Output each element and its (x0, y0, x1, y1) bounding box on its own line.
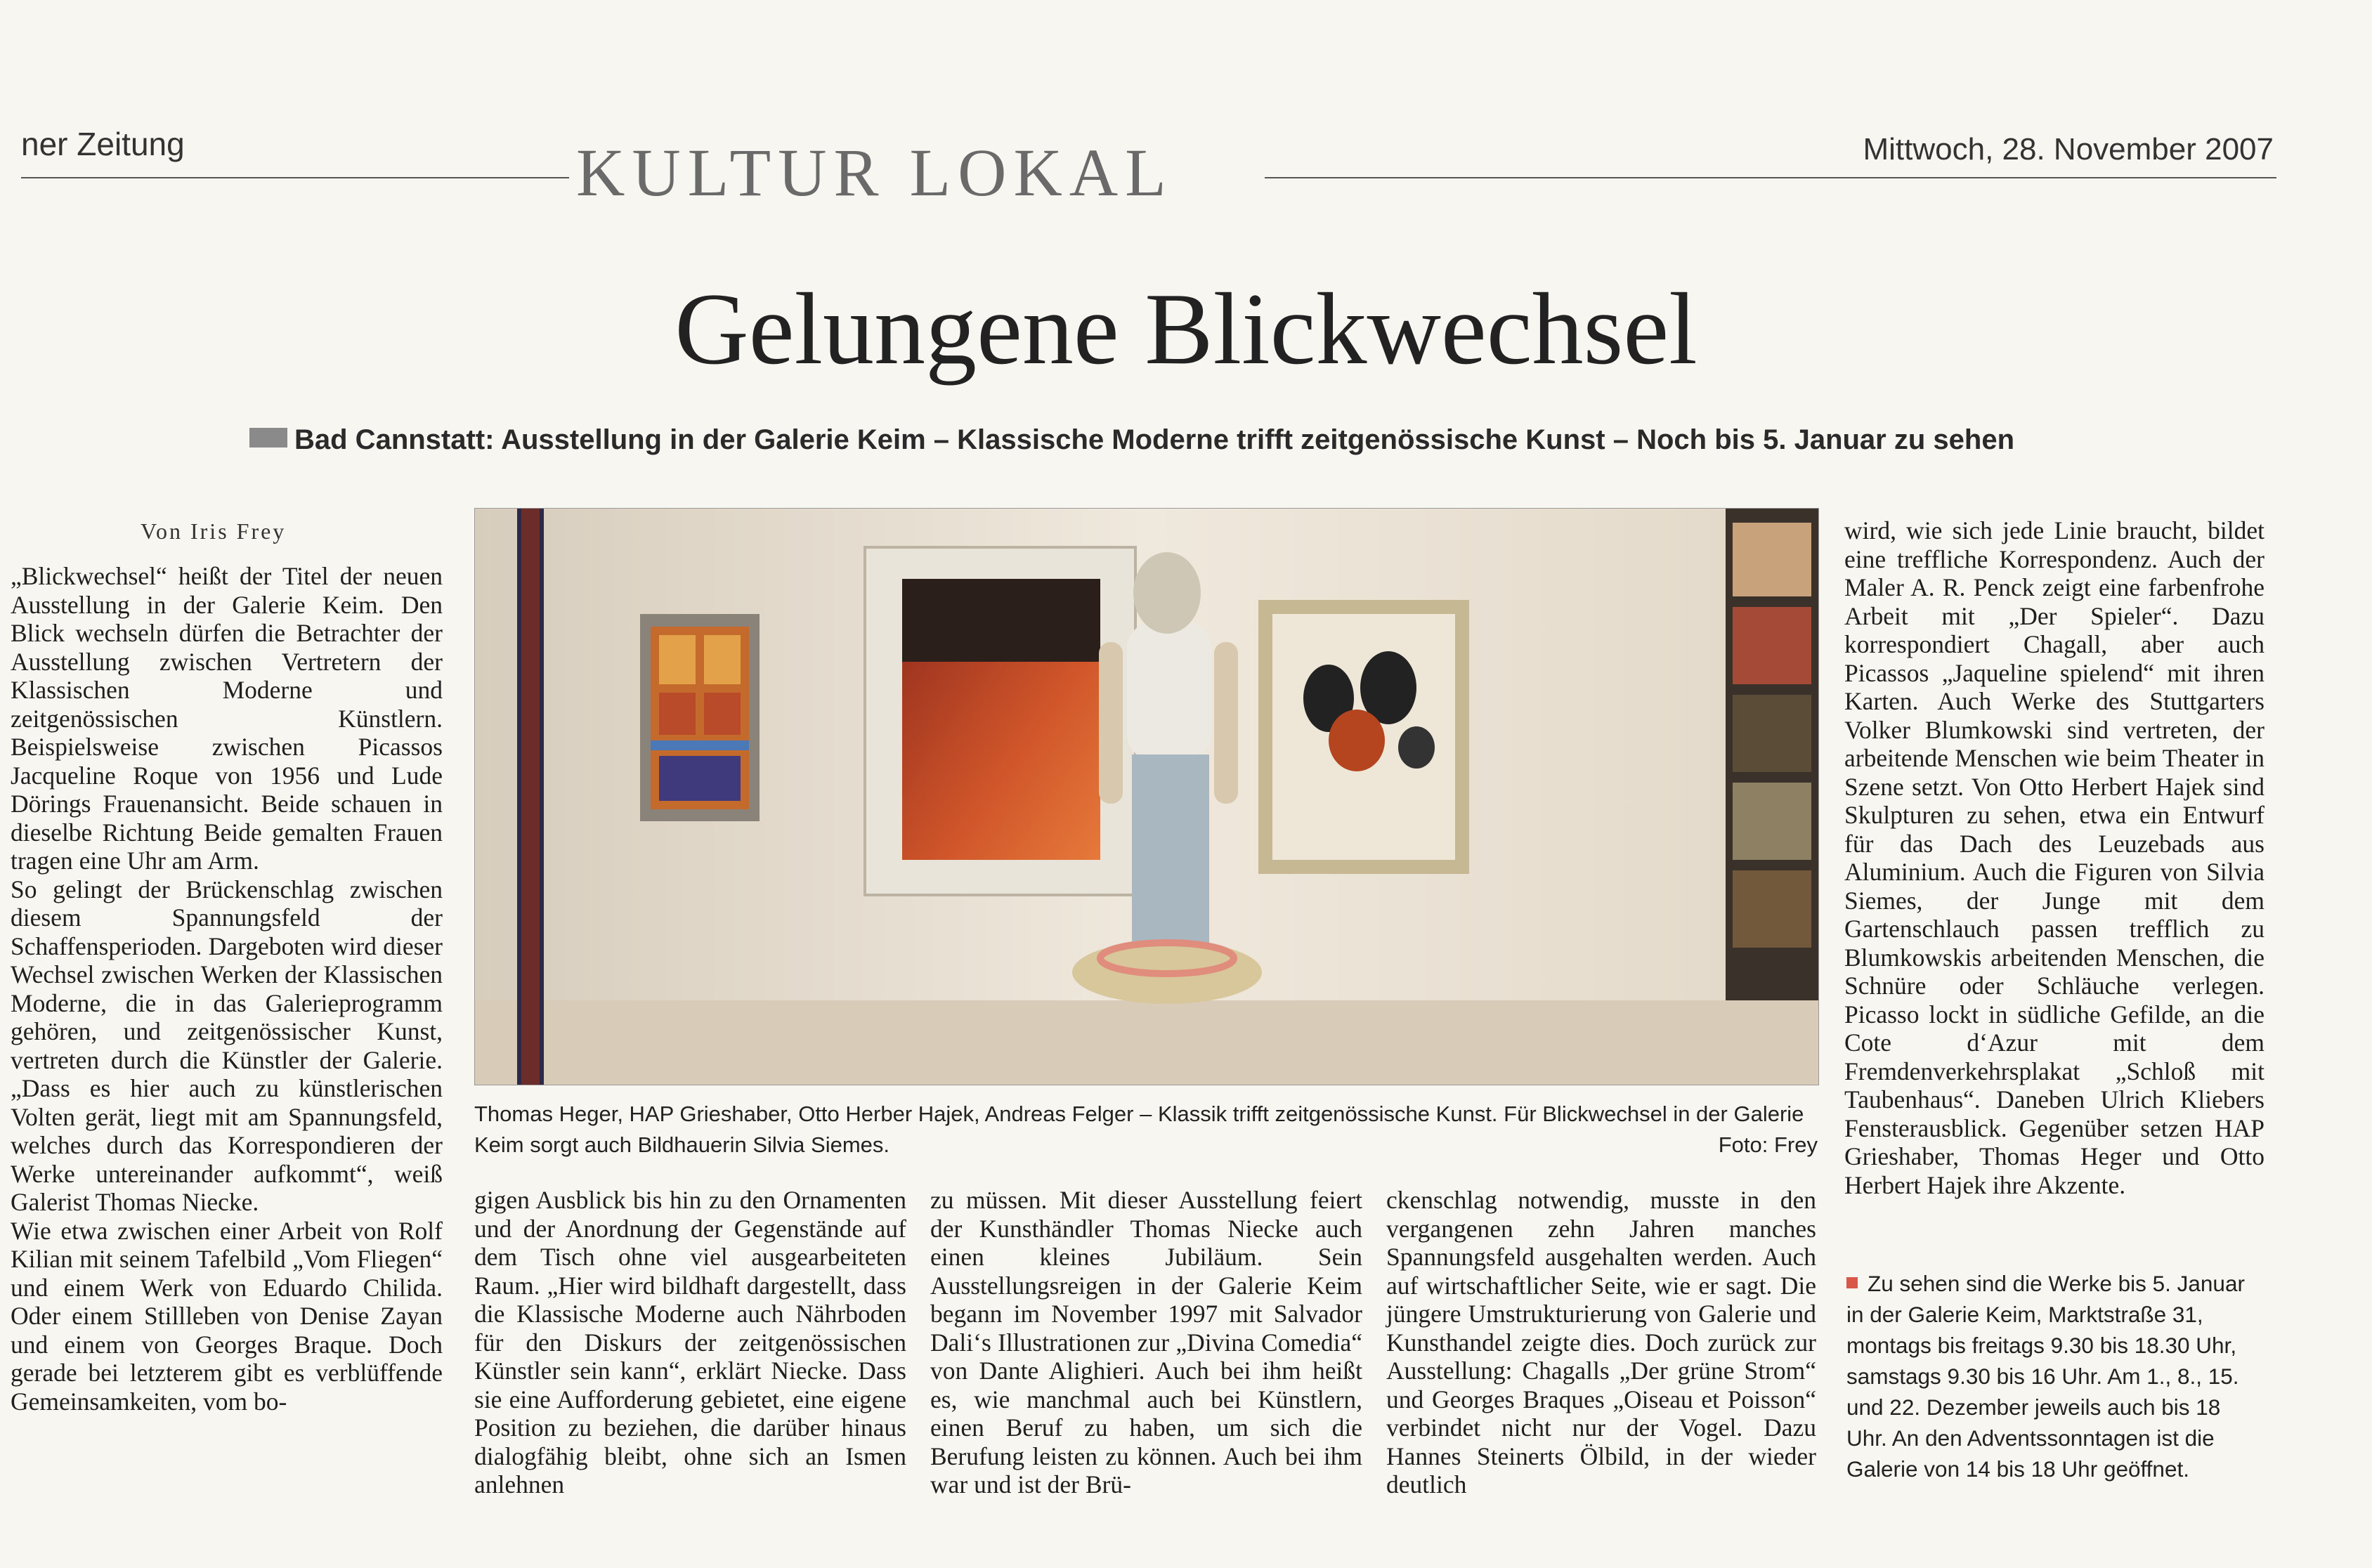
header-rule-left (21, 177, 569, 178)
paragraph: wird, wie sich jede Linie braucht, bildet eine treffliche Korrespondenz. Auch der Maler A. R. Penck zeigt eine farbenfrohe Arbeit mit „Der Spieler“. Dazu korrespondiert Chagall, aber auch Picassos „Jaqueline spielend“ mit ihren Karten. Auch Werke des Stuttgarters Volker Blumkowski sind vertreten, der arbeitende Menschen wie beim Theater in Szene setzt. Von Otto Herbert Hajek sind Skulpturen zu sehen, etwa ein Entwurf für das Dach des Leuzebads aus Aluminium. Auch die Figuren von Silvia Siemes, der Junge mit dem Gartenschlauch passen trefflich zu Blumkowskis arbeitenden Menschen, die Schnüre oder Schläuche verlegen. Picasso lockt in südliche Gefilde, an die Cote d‘Azur mit dem Fremdenverkehrsplakat „Schloß mit Taubenhaus“. Daneben Ulrich Kliebers Fensterausblick. Gegenüber setzen HAP Grieshaber, Thomas Heger und Otto Herbert Hajek ihre Akzente. (1844, 516, 2265, 1199)
subheadline-marker (249, 428, 287, 447)
issue-date: Mittwoch, 28. November 2007 (1863, 132, 2274, 166)
photo-caption (474, 1099, 1818, 1161)
paragraph: „Blickwechsel“ heißt der Titel der neuen Ausstellung in der Galerie Keim. Den Blick wechseln dürfen die Betrachter der Ausstellung zwischen Vertretern der Klassischen Moderne und zeitgenössischen Künstlern. Beispielsweise zwischen Picassos Jacqueline Roque von 1956 und Lude Dörings Frauenansicht. Beide schauen in dieselbe Richtung Beide gemalten Frauen tragen eine Uhr am Arm. (11, 562, 443, 875)
article-column-3 (930, 1186, 1362, 1499)
article-column-2 (474, 1186, 906, 1499)
caption-text: Thomas Heger, HAP Grieshaber, Otto Herber Hajek, Andreas Felger – Klassik trifft zeitgenössische Kunst. Für Blickwechsel in der Galerie Keim sorgt auch Bildhauerin Silvia Siemes. (474, 1102, 1804, 1157)
paragraph: So gelingt der Brückenschlag zwischen diesem Spannungsfeld der Schaffensperioden. Dargeboten wird dieser Wechsel zwischen Werken der Klassischen Moderne, die in das Galerieprogramm gehören, und zeitgenössischer Kunst, vertreten durch die Künstler der Galerie. „Dass es hier auch zu künstlerischen Volten gerät, liegt mit am Spannungsfeld, welches durch das Korrespondieren der Werke untereinander aufkommt“, weiß Galerist Thomas Niecke. (11, 875, 443, 1216)
info-marker (1846, 1277, 1858, 1288)
byline: Von Iris Frey (141, 518, 287, 544)
exhibition-info-text: Zu sehen sind die Werke bis 5. Januar in der Galerie Keim, Marktstraße 31, montags bis freitags 9.30 bis 18.30 Uhr, samstags 9.30 bis 16 Uhr. Am 1., 8., 15. und 22. Dezember jeweils auch bis 18 Uhr. An den Adventssonntagen ist die Galerie von 14 bis 18 Uhr geöffnet. (1846, 1271, 2245, 1482)
subheadline-text: Bad Cannstatt: Ausstellung in der Galerie Keim – Klassische Moderne trifft zeitgenössische Kunst – Noch bis 5. Januar zu sehen (294, 424, 2015, 455)
exhibition-info (1846, 1268, 2265, 1484)
headline: Gelungene Blickwechsel (675, 272, 1697, 386)
paragraph: ckenschlag notwendig, musste in den vergangenen zehn Jahren manches Spannungsfeld ausgehalten werden. Auch auf wirtschaftlicher Seite, wie er sagt. Die jüngere Umstrukturierung von Galerie und Kunsthandel zeigte dies. Doch zurück zur Ausstellung: Chagalls „Der grüne Strom“ und Georges Braques „Oiseau et Poisson“ verbindet nicht nur der Vogel. Dazu Hannes Steinerts Ölbild, in der wieder deutlich (1386, 1186, 1816, 1498)
gallery-photo-illustration (475, 509, 1818, 1085)
gallery-photo (474, 508, 1819, 1085)
paragraph: Wie etwa zwischen einer Arbeit von Rolf Kilian mit seinem Tafelbild „Vom Fliegen“ und einem Werk von Eduardo Chilida. Oder einem Stillleben von Denise Zayan und einem von Georges Braque. Doch gerade bei letzterem gibt es verblüffende Gemeinsamkeiten, vom bo- (11, 1216, 443, 1416)
article-column-4 (1386, 1186, 1816, 1499)
section-label: KULTUR LOKAL (576, 135, 1173, 210)
newspaper-name: ner Zeitung (21, 126, 185, 162)
paragraph: zu müssen. Mit dieser Ausstellung feiert der Kunsthändler Thomas Niecke auch einen kleines Jubiläum. Sein Ausstellungsreigen in der Galerie Keim begann im November 1997 mit Salvador Dali‘s Illustrationen zur „Divina Comedia“ von Dante Alighieri. Auch bei ihm heißt es, wie manchmal auch bei Künstlern, einen Beruf zu haben, um sich die Berufung leisten zu können. Auch bei ihm war und ist der Brü- (930, 1186, 1362, 1498)
article-column-5 (1844, 516, 2265, 1199)
article-column-1 (11, 562, 443, 1416)
photo-credit: Foto: Frey (1718, 1132, 1818, 1157)
subheadline (249, 424, 2014, 456)
header-rule-right (1265, 177, 2276, 178)
paragraph: gigen Ausblick bis hin zu den Ornamenten und der Anordnung der Gegenstände auf dem Tisch ohne viel ausgearbeiteten Raum. „Hier wird bildhaft dargestellt, dass die Klassische Moderne auch Nährboden für den Diskurs der zeitgenössischen Künstler sein kann“, erklärt Niecke. Dass sie eine Aufforderung gebietet, eine eigene Position zu beziehen, die darüber hinaus dialogfähig bleibt, ohne sich an Ismen anlehnen (474, 1186, 906, 1498)
